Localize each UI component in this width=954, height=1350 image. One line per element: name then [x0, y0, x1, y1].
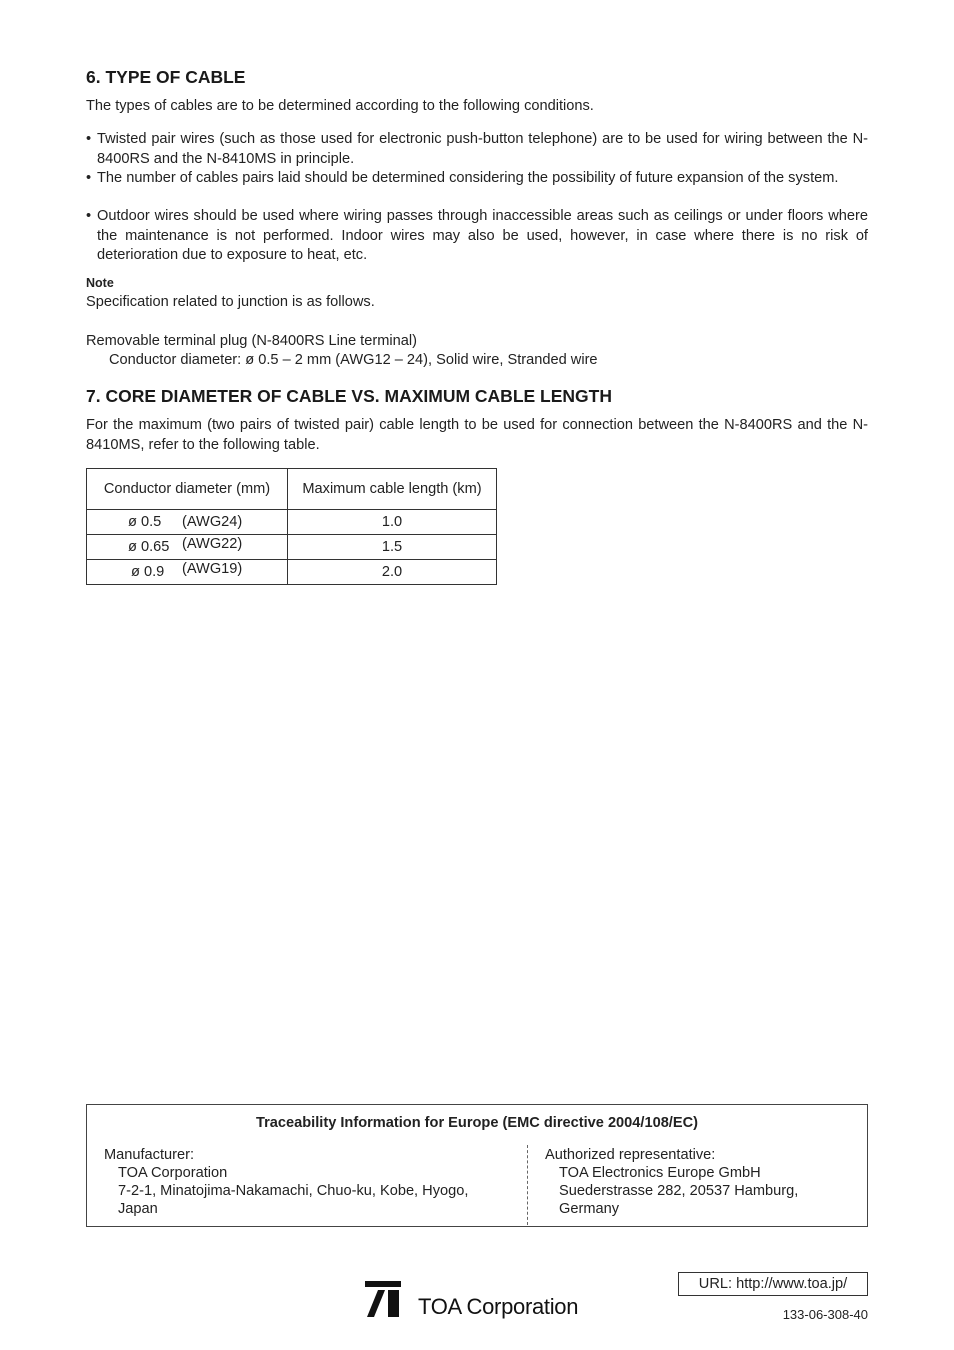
address-line: TOA Electronics Europe GmbH	[559, 1165, 761, 1181]
bullet-dot: •	[86, 131, 92, 147]
note-text: Specification related to junction is as follows.	[86, 294, 375, 310]
address-line: 7-2-1, Minatojima-Nakamachi, Chuo-ku, Kobe, Hyogo,	[118, 1183, 469, 1199]
length-cell: 1.5	[288, 535, 497, 560]
awg-value: (AWG24)	[182, 514, 243, 530]
awg-value: (AWG22)	[182, 536, 243, 552]
column-divider	[527, 1145, 528, 1225]
section-7-heading: 7. CORE DIAMETER OF CABLE VS. MAXIMUM CABLE LENGTH	[86, 386, 612, 406]
note-label: Note	[86, 276, 114, 290]
traceability-box	[86, 1104, 868, 1227]
list-item	[86, 169, 868, 189]
column-header: Conductor diameter (mm)	[87, 469, 288, 510]
document-code: 133-06-308-40	[782, 1307, 868, 1322]
diameter-cell	[87, 535, 288, 560]
list-item	[86, 207, 868, 266]
diameter-cell	[87, 510, 288, 535]
bullet-dot: •	[86, 208, 92, 224]
diameter-value: ø 0.65	[128, 539, 170, 555]
traceability-title: Traceability Information for Europe (EMC directive 2004/108/EC)	[256, 1115, 698, 1131]
table-row	[87, 560, 497, 585]
bullet-dot: •	[86, 170, 92, 186]
section-6-heading: 6. TYPE OF CABLE	[86, 67, 246, 87]
manufacturer-label: Manufacturer:	[104, 1147, 195, 1163]
table-header-row	[87, 469, 497, 510]
address-line: Germany	[559, 1201, 620, 1217]
bullet-text: The number of cables pairs laid should be determined considering the possibility of future expansion of the system.	[97, 170, 839, 186]
diameter-cell	[87, 560, 288, 585]
representative-block	[545, 1146, 798, 1218]
column-header: Maximum cable length (km)	[288, 469, 497, 510]
url-box: URL: http://www.toa.jp/	[678, 1272, 868, 1296]
plug-detail: Conductor diameter: ø 0.5 – 2 mm (AWG12 – 24), Solid wire, Stranded wire	[109, 352, 598, 368]
company-name: TOA Corporation	[418, 1294, 579, 1319]
awg-value: (AWG19)	[182, 561, 243, 577]
table-row	[87, 510, 497, 535]
length-cell: 1.0	[288, 510, 497, 535]
bullet-text: Outdoor wires should be used where wiring passes through inaccessible areas such as ceilings or under floors where the maintenance is not performed. Indoor wires may also be used, however, in case where there is no risk of deterioration due to exposure to heat, etc.	[97, 208, 868, 263]
representative-label: Authorized representative:	[545, 1147, 716, 1163]
bullet-text: Twisted pair wires (such as those used for electronic push-button telephone) are to be used for wiring between the N-8400RS and the N-8410MS in principle.	[97, 131, 868, 167]
section-7-intro: For the maximum (two pairs of twisted pair) cable length to be used for connection between the N-8400RS and the N-8410MS, refer to the following table.	[86, 417, 868, 453]
length-cell: 2.0	[288, 560, 497, 585]
manufacturer-block	[104, 1146, 468, 1218]
diameter-value: ø 0.9	[131, 564, 165, 580]
list-item	[86, 130, 868, 169]
cable-length-table	[86, 468, 497, 585]
address-line: Japan	[118, 1201, 158, 1217]
address-line: TOA Corporation	[118, 1165, 228, 1181]
table-row	[87, 535, 497, 560]
address-line: Suederstrasse 282, 20537 Hamburg,	[559, 1183, 799, 1199]
diameter-value: ø 0.5	[128, 514, 162, 530]
plug-title: Removable terminal plug (N-8400RS Line terminal)	[86, 333, 417, 349]
toa-logo-icon	[365, 1281, 401, 1317]
section-6-intro: The types of cables are to be determined according to the following conditions.	[86, 98, 594, 114]
